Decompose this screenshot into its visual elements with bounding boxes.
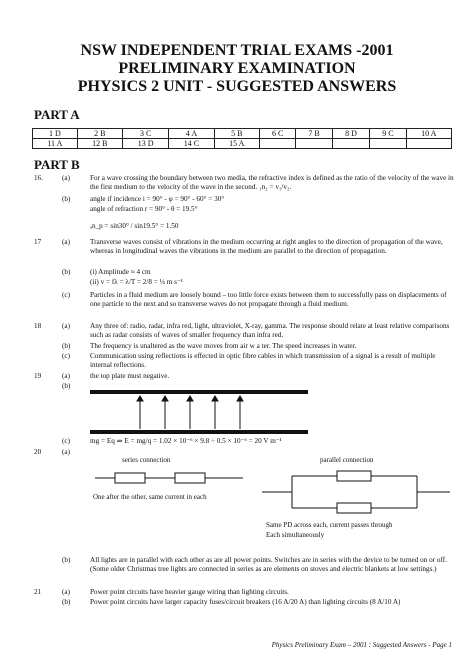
field-arrows — [137, 396, 243, 429]
answer-cell — [259, 139, 295, 149]
exam-title: NSW INDEPENDENT TRIAL EXAMS -2001 — [80, 42, 394, 59]
answer-text: The frequency is unaltered as the wave moves from air w a ter. The speed increases in water. — [90, 342, 357, 350]
exam-subject: PHYSICS 2 UNIT - SUGGESTED ANSWERS — [77, 78, 397, 95]
series-circuit-diagram — [95, 466, 245, 490]
part-label: (a) — [62, 372, 70, 380]
answer-cell: 11 A — [33, 139, 78, 149]
question-number: 20 — [34, 448, 42, 456]
answer-row — [33, 139, 452, 149]
part-a-heading: PART A — [34, 107, 80, 122]
part-label: (a) — [62, 448, 70, 456]
answer-cell: 15 A — [214, 139, 259, 149]
answer-cell: 3 C — [123, 129, 169, 139]
part-label: (c) — [62, 352, 70, 360]
question-number: 21 — [34, 588, 42, 596]
part-label: (a) — [62, 588, 70, 596]
answer-cell: 8 D — [332, 129, 369, 139]
parallel-circuit-diagram — [262, 466, 452, 518]
answer-cell: 12 B — [77, 139, 122, 149]
answer-text: All lights are in parallel with each other as are all power points. Switches are in series with the device to be turned on or off. (Some older Christmas tree lights are connected in series as are elements on stoves and electric blankets at low settings.) — [90, 556, 447, 573]
answer-text: Transverse waves consist of vibrations in the medium occurring at right angles to the direction of propagation of the wave, whereas in longitudinal waves the vibrations in the medium are parallel to the direction of propagation. — [90, 238, 443, 255]
parallel-caption: Same PD across each, current passes through — [266, 521, 393, 529]
answer-text: angle if incidence i = 90° - φ = 90° - 60° = 30° — [90, 195, 225, 203]
parallel-label: parallel connection — [320, 456, 374, 464]
question-number: 19 — [34, 372, 42, 380]
answer-cell — [332, 139, 369, 149]
answer-cell: 6 C — [259, 129, 295, 139]
answer-cell: 14 C — [169, 139, 214, 149]
answer-cell: 2 B — [77, 129, 122, 139]
exam-subtitle: PRELIMINARY EXAMINATION — [118, 60, 356, 77]
part-label: (b) — [62, 268, 71, 276]
top-plate — [90, 390, 308, 394]
answer-text: the top plate must negative. — [90, 372, 170, 380]
parallel-caption: Each simultaneously — [266, 531, 325, 539]
series-label: series connection — [122, 456, 171, 464]
answer-cell — [370, 139, 406, 149]
page-footer: Physics Preliminary Exam – 2001 : Suggested Answers - Page 1 — [271, 641, 452, 649]
part-label: (b) — [62, 342, 71, 350]
answer-text: angle of refraction r = 90° - θ = 19.5° — [90, 205, 198, 213]
answer-cell: 9 C — [370, 129, 406, 139]
answer-cell: 1 D — [33, 129, 78, 139]
part-label: (b) — [62, 556, 71, 564]
part-label: (b) — [62, 195, 71, 203]
bottom-plate — [90, 430, 308, 434]
answer-text: Power point circuits have larger capacity fuses/circuit breakers (16 A/20 A) than lighting circuits (8 A/10 A) — [90, 598, 401, 606]
part-label: (a) — [62, 174, 70, 182]
answer-text: Communication using reflections is effected in optic fibre cables in which transmission of a signal is a result of multiple internal reflections. — [90, 352, 436, 369]
answer-cell: 7 B — [296, 129, 332, 139]
formula: ₐn_p = sin30° / sin19.5° = 1.50 — [90, 222, 179, 230]
answer-cell: 4 A — [169, 129, 214, 139]
answer-text: Particles in a fluid medium are loosely bound – too little force exists between them to successfully pass on displacements of one particle to the next and so transverse waves do not propagate through a fluid medium. — [90, 291, 447, 308]
answer-cell — [296, 139, 332, 149]
answer-cell: 13 D — [123, 139, 169, 149]
answer-text: Any three of: radio, radar, infra red, light, ultraviolet, X-ray, gamma. The response should relate at least relative comparisons such as radar consists of waves of smaller frequency than infra red. — [90, 322, 450, 339]
answer-text: Power point circuits have heavier gauge wiring than lighting circuits. — [90, 588, 289, 596]
formula: mg = Eq ⇒ E = mg/q = 1.02 × 10⁻⁶ × 9.8 ÷ 0.5 × 10⁻⁶ = 20 V m⁻¹ — [90, 437, 282, 445]
answer-cell: 5 B — [214, 129, 259, 139]
question-number: 18 — [34, 322, 42, 330]
electric-field-diagram — [90, 388, 310, 436]
part-label: (b) — [62, 598, 71, 606]
series-caption: One after the other, same current in each — [93, 493, 207, 501]
answer-table — [32, 128, 452, 149]
question-number: 16. — [34, 174, 43, 182]
question-number: 17 — [34, 238, 42, 246]
answer-text: (ii) v = fλ = λ/T = 2/8 = ¼ m s⁻¹ — [90, 278, 183, 286]
answer-cell: 10 A — [406, 129, 451, 139]
part-b-heading: PART B — [34, 157, 80, 172]
answer-text: For a wave crossing the boundary between two media, the refractive index is defined as the ratio of the velocity of the wave in the first medium to the velocity of the wave in the second. ₁n₂ = v₁/v₂. — [90, 174, 454, 191]
answer-row — [33, 129, 452, 139]
part-label: (c) — [62, 437, 70, 445]
part-label: (b) — [62, 382, 71, 390]
part-label: (c) — [62, 291, 70, 299]
answer-text: (i) Amplitude ≈ 4 cm — [90, 268, 151, 276]
answer-cell — [406, 139, 451, 149]
part-label: (a) — [62, 322, 70, 330]
part-label: (a) — [62, 238, 70, 246]
